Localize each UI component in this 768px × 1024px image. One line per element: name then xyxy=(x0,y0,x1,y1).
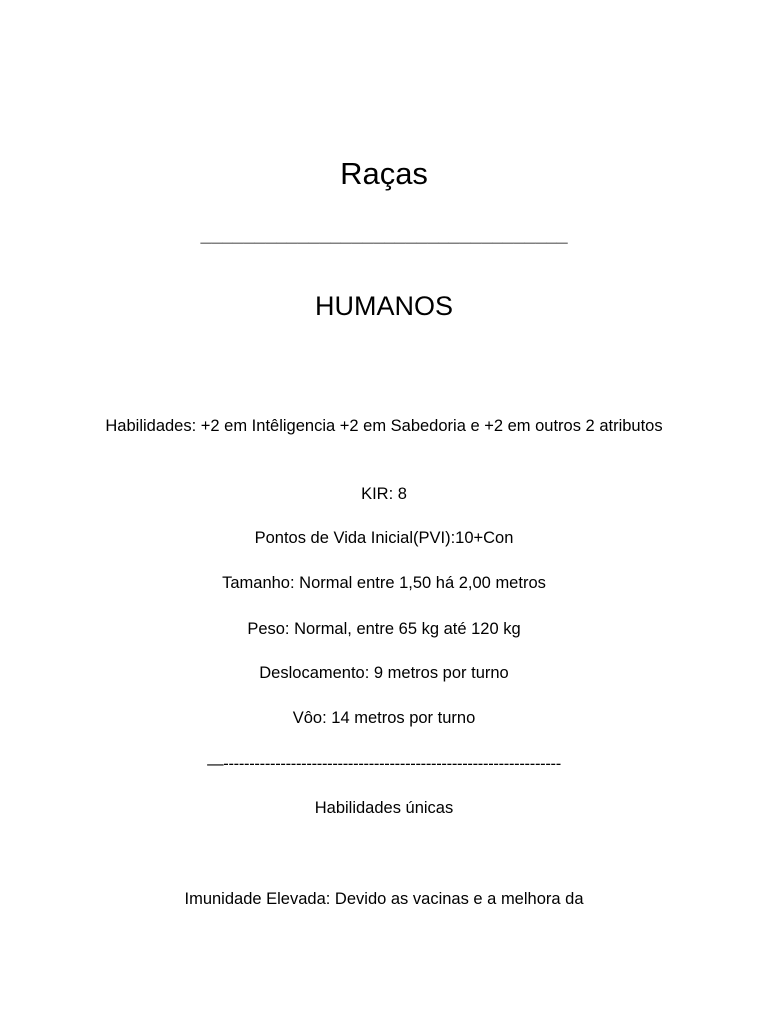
immunity-text: Imunidade Elevada: Devido as vacinas e a melhora da xyxy=(184,890,584,908)
hit-points-text: Pontos de Vida Inicial(PVI):10+Con xyxy=(254,529,514,547)
separator-line-large: —----------------------------------------------------------------- xyxy=(207,755,561,773)
separator-line: —————————————————————————————————— xyxy=(200,237,568,249)
unique-abilities-heading: Habilidades únicas xyxy=(314,799,454,817)
page-title: Raças xyxy=(340,156,428,191)
race-heading: HUMANOS xyxy=(314,291,453,321)
kir-text: KIR: 8 xyxy=(361,485,407,503)
size-text: Tamanho: Normal entre 1,50 há 2,00 metros xyxy=(222,574,546,592)
flight-text: Vôo: 14 metros por turno xyxy=(292,709,476,727)
movement-text: Deslocamento: 9 metros por turno xyxy=(259,664,509,682)
weight-text: Peso: Normal, entre 65 kg até 120 kg xyxy=(247,620,521,638)
abilities-text: Habilidades: +2 em Intêligencia +2 em Sabedoria e +2 em outros 2 atributos xyxy=(105,417,663,435)
